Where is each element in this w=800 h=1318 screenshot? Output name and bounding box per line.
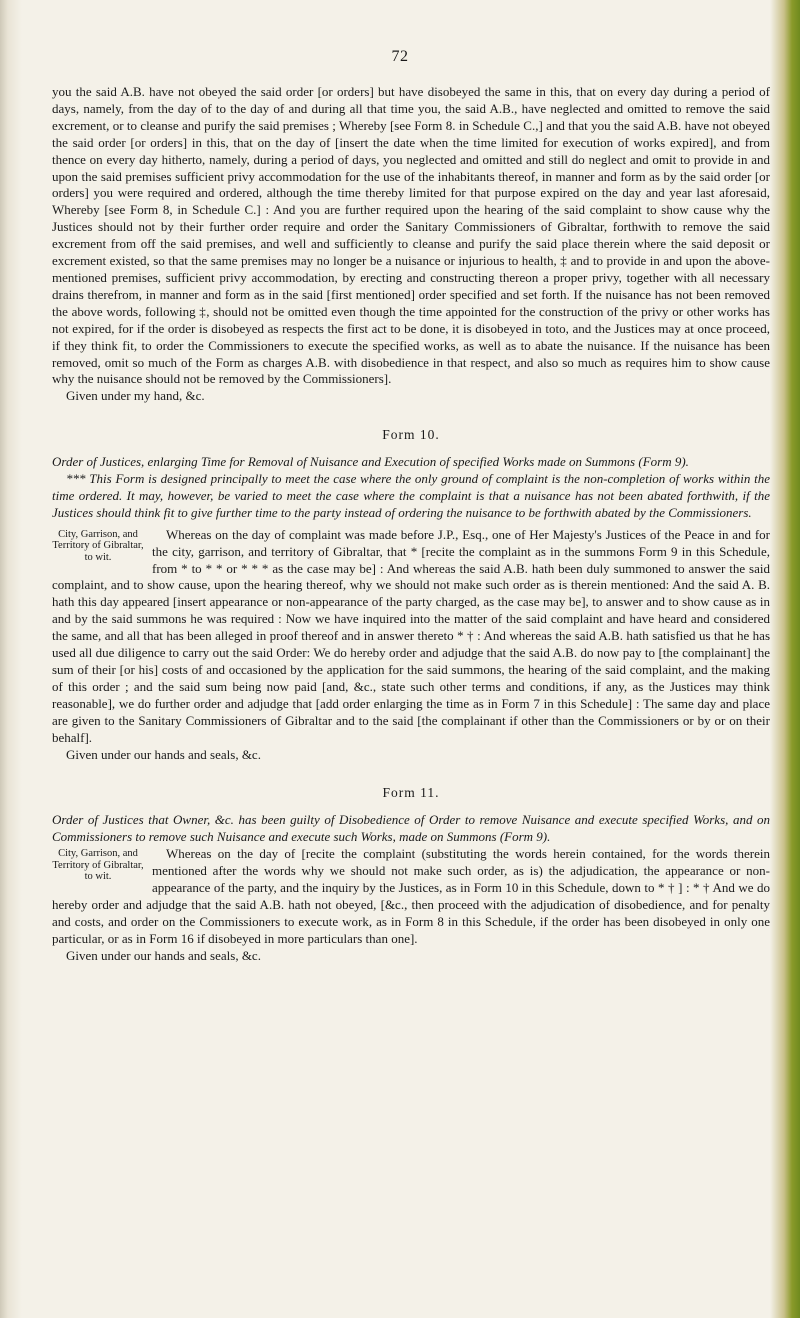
form11-body: Whereas on the day of [recite the complaint (substituting the words herein contained, for the words therein mentioned after the words why we should not make such order, as is) the adjudication, the appearance or non-appearance of the party, and the inquiry by the Justices, as in Form 10 in this Schedule, down to * † ] : * † And we do hereby order and adjudge that the said A.B. hath not obeyed, [&c., then proceed with the adjudication of disobedience, and for penalty and costs, and order on the Commissioners to execute work, as in Form 8 in this Schedule, if the order has been disobeyed in only one particular, or as in Form 16 if disobeyed in more particulars than one].	[52, 846, 770, 946]
form10-heading: Form 10.	[382, 427, 440, 443]
form11-margin-note: City, Garrison, and Territory of Gibraltar, to wit.	[52, 848, 144, 883]
form10-body-block	[52, 527, 770, 747]
form11-heading: Form 11.	[382, 785, 440, 801]
form10-subtitle: Order of Justices, enlarging Time for Removal of Nuisance and Execution of specified Works made on Summons (Form 9).	[52, 454, 689, 470]
page-left-edge	[0, 0, 22, 1318]
page-right-edge	[770, 0, 800, 1318]
page-content	[52, 84, 770, 965]
form11-closing: Given under our hands and seals, &c.	[66, 947, 261, 963]
form11-subtitle: Order of Justices that Owner, &c. has been guilty of Disobedience of Order to remove Nuisance and execute specified Works, and on Commissioners to remove such Nuisance and execute such Works, made on Summons (Form 9).	[52, 812, 770, 845]
page-number: 72	[391, 48, 409, 65]
form11-body-block	[52, 846, 770, 947]
form10-body: Whereas on the day of complaint was made before J.P., Esq., one of Her Majesty's Justices of the Peace in and for the city, garrison, and territory of Gibraltar, that * [recite the complaint as in the summons Form 9 in this Schedule, from * to * * or * * * as the case may be] : And whereas the said A.B. hath been duly summoned to answer the said complaint, and to show cause, upon the hearing thereof, why we should not make such order as is therein mentioned: And the said A. B. hath this day appeared [insert appearance or non-appearance of the party charged, as the case may be], to answer and to show cause as in and by the said summons he was required : Now we have inquired into the matter of the said complaint and have heard and considered the same, and all that has been alleged in proof thereof and in answer thereto * † : And whereas the said A.B. hath satisfied us that he has used all due diligence to carry out the said Order: We do hereby order and adjudge that the said A.B. do now pay to [the complainant] the sum of their [or his] costs of and occasioned by the application for the said summons, the hearing of the said complaint, and the making of this order ; and the said sum being now paid [and, &c., state such other terms and conditions, if any, as the Justices may think reasonable], we do further order and adjudge that [add order enlarging the time as in Form 7 in this Schedule] : The same day and place are given to the Sanitary Commissioners of Gibraltar and to the said [the complainant if other than the Commissioners or by or on their behalf].	[52, 526, 770, 745]
top-closing: Given under my hand, &c.	[66, 388, 205, 404]
top-paragraph: you the said A.B. have not obeyed the said order [or orders] but have disobeyed the same in this, that on every day during a period of days, namely, from the day of to the day of and during all that time you, the said A.B., have neglected and omitted to remove the said excrement, or to cleanse and purify the said premises ; Whereby [see Form 8. in Schedule C.,] and that you the said A.B. have not obeyed the said order [or orders] in this, that on the day of [insert the date when the time limited for execution of works expired], and from thence on every day hitherto, namely, during a period of days, you neglected and omitted and still do neglect and omit to provide in and upon the said premises sufficient privy accommodation for the use of the inhabitants thereof, in manner and form as by the said order [or orders] you were required and ordered, although the time thereby limited for that purpose expired on the day and year last aforesaid, Whereby [see Form 8, in Schedule C.] : And you are further required upon the hearing of the said complaint to show cause why the Justices should not by their further order require and order the Sanitary Commissioners of Gibraltar, forthwith to remove the said excrement from off the said premises, and well and sufficiently to cleanse and purify the said place therein where the said deposit or excrement existed, so that the same premises may no longer be a nuisance or injurious to health, ‡ and to provide in and upon the above-mentioned premises, sufficient privy accommodation, by erecting and constructing thereon a proper privy, together with all necessary drains therefrom, in manner and form as in the said [first mentioned] order specified and set forth. If the nuisance has not been removed the above words, following ‡, should not be omitted even though the time appointed for the construction of the privy or other works has not expired, for if the order is disobeyed as respects the first act to be done, it is disobeyed in toto, and the Justices may at once proceed, if they think fit, to order the Commissioners to execute the specified works, as well as to abate the nuisance. If the nuisance has been removed, omit so much of the Form as charges A.B. with disobedience in that respect, and also so much as requires him to show cause why the nuisance should not be removed by the Commissioners].	[52, 84, 770, 387]
form10-note: *** This Form is designed principally to meet the case where the only ground of complaint is the non-completion of works within the time ordered. It may, however, be varied to meet the case where the complaint is that a nuisance has not been abated forthwith, if the Justices should think fit to give further time to the party instead of ordering the nuisance to be forthwith abated by the Commissioners.	[52, 471, 770, 520]
form10-margin-note: City, Garrison, and Territory of Gibraltar, to wit.	[52, 528, 144, 563]
form10-closing: Given under our hands and seals, &c.	[66, 746, 261, 762]
